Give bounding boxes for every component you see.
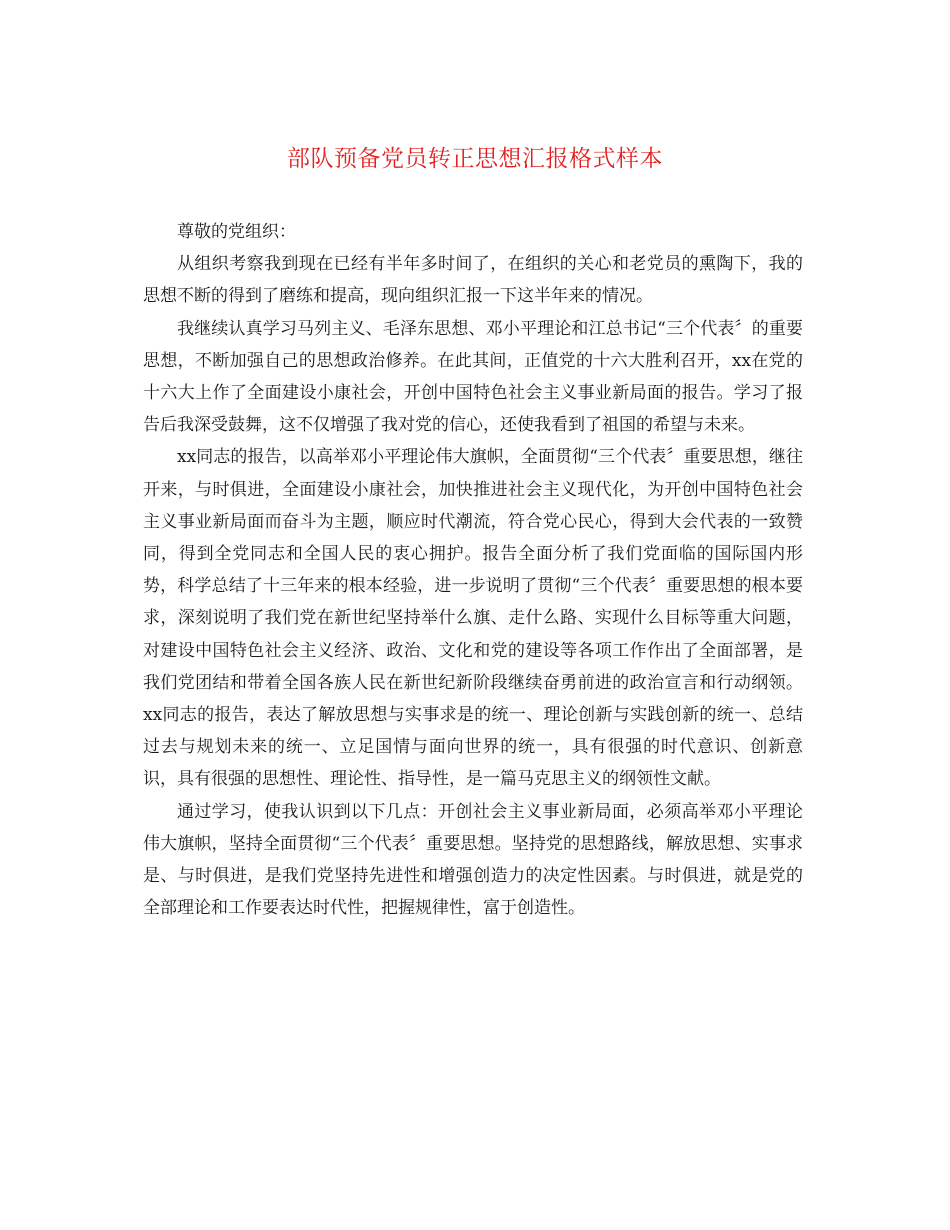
paragraph-3: xx同志的报告，以高举邓小平理论伟大旗帜，全面贯彻“三个代表〞重要思想，继往开来，与时俱进，全面建设小康社会，加快推进社会主义现代化，为开创中国特色社会主义事业新局面而奋斗为主题，顺应时代潮流，符合党心民心，得到大会代表的一致赞同，得到全党同志和全国人民的衷心拥护。报告全面分析了我们党面临的国际国内形势，科学总结了十三年来的根本经验，进一步说明了贯彻“三个代表〞重要思想的根本要求，深刻说明了我们党在新世纪坚持举什么旗、走什么路、实现什么目标等重大问题，对建设中国特色社会主义经济、政治、文化和党的建设等各项工作作出了全面部署，是我们党团结和带着全国各族人民在新世纪新阶段继续奋勇前进的政治宣言和行动纲领。xx同志的报告，表达了解放思想与实事求是的统一、理论创新与实践创新的统一、总结过去与规划未来的统一、立足国情与面向世界的统一，具有很强的时代意识、创新意识，具有很强的思想性、理论性、指导性，是一篇马克思主义的纲领性文献。: [143, 447, 803, 790]
paragraph-4: 通过学习，使我认识到以下几点：开创社会主义事业新局面，必须高举邓小平理论伟大旗帜，坚持全面贯彻“三个代表〞重要思想。坚持党的思想路线，解放思想、实事求是、与时俱进，是我们党坚持先进性和增强创造力的决定性因素。与时俱进，就是党的全部理论和工作要表达时代性，把握规律性，富于创造性。: [143, 801, 803, 919]
paragraph-2: 我继续认真学习马列主义、毛泽东思想、邓小平理论和江总书记“三个代表〞的重要思想，不断加强自己的思想政治修养。在此其间，正值党的十六大胜利召开，xx在党的十六大上作了全面建设小康社会，开创中国特色社会主义事业新局面的报告。学习了报告后我深受鼓舞，这不仅增强了我对党的信心，还使我看到了祖国的希望与未来。: [143, 318, 803, 436]
salutation: 尊敬的党组织：: [177, 222, 296, 242]
paragraph-1: 从组织考察我到现在已经有半年多时间了，在组织的关心和老党员的熏陶下，我的思想不断的得到了磨练和提高，现向组织汇报一下这半年来的情况。: [143, 254, 803, 307]
document-body: [143, 216, 803, 924]
document-title: 部队预备党员转正思想汇报格式样本: [287, 146, 663, 172]
